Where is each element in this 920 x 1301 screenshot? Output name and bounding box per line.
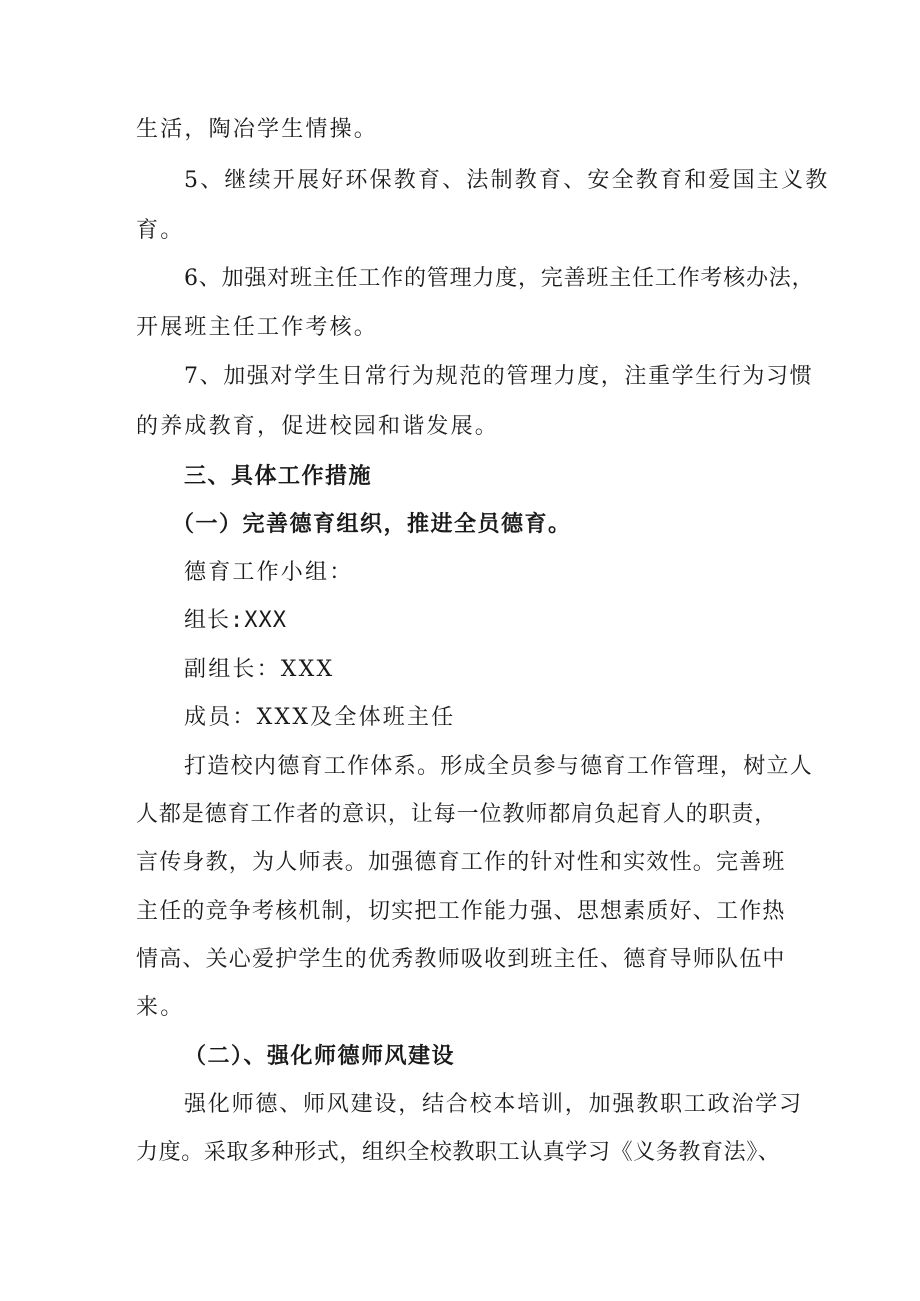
paragraph-line: 人都是德育工作者的意识，让每一位教师都肩负起育人的职责， — [136, 802, 778, 827]
paragraph-line: 来。 — [136, 995, 185, 1020]
section-heading: 三、具体工作措施 — [184, 463, 373, 489]
paragraph-line: 的养成教育，促进校园和谐发展。 — [136, 414, 500, 439]
subsection-heading-2: （二）、强化师德师风建设 — [184, 1043, 456, 1069]
paragraph-line: 开展班主任工作考核。 — [136, 315, 379, 340]
paragraph-line: 力度。采取多种形式，组织全校教职工认真学习《义务教育法》、 — [136, 1140, 781, 1165]
paragraph-line: 言传身教，为人师表。加强德育工作的针对性和实效性。完善班 — [136, 850, 786, 875]
group-label: 德育工作小组： — [184, 560, 354, 585]
paragraph-line: 主任的竞争考核机制，切实把工作能力强、思想素质好、工作热 — [136, 899, 786, 924]
group-leader: 组长:XXX — [184, 608, 287, 633]
paragraph-line: 育。 — [136, 218, 185, 243]
paragraph-line: 情高、关心爱护学生的优秀教师吸收到班主任、德育导师队伍中 — [136, 947, 786, 972]
members: 成员：XXX及全体班主任 — [184, 705, 456, 730]
list-item-7: 7、加强对学生日常行为规范的管理力度，注重学生行为习惯 — [184, 364, 814, 389]
deputy-leader: 副组长：XXX — [184, 657, 335, 682]
paragraph-line: 生活，陶冶学生情操。 — [136, 117, 379, 142]
paragraph-line: 强化师德、师风建设，结合校本培训，加强教职工政治学习 — [184, 1092, 803, 1117]
subsection-heading-1: （一）完善德育组织，推进全员德育。 — [172, 511, 572, 537]
list-item-6: 6、加强对班主任工作的管理力度，完善班主任工作考核办法， — [184, 266, 815, 291]
paragraph-line: 打造校内德育工作体系。形成全员参与德育工作管理，树立人 — [184, 754, 814, 779]
list-item-5: 5、继续开展好环保教育、法制教育、安全教育和爱国主义教 — [184, 168, 830, 193]
